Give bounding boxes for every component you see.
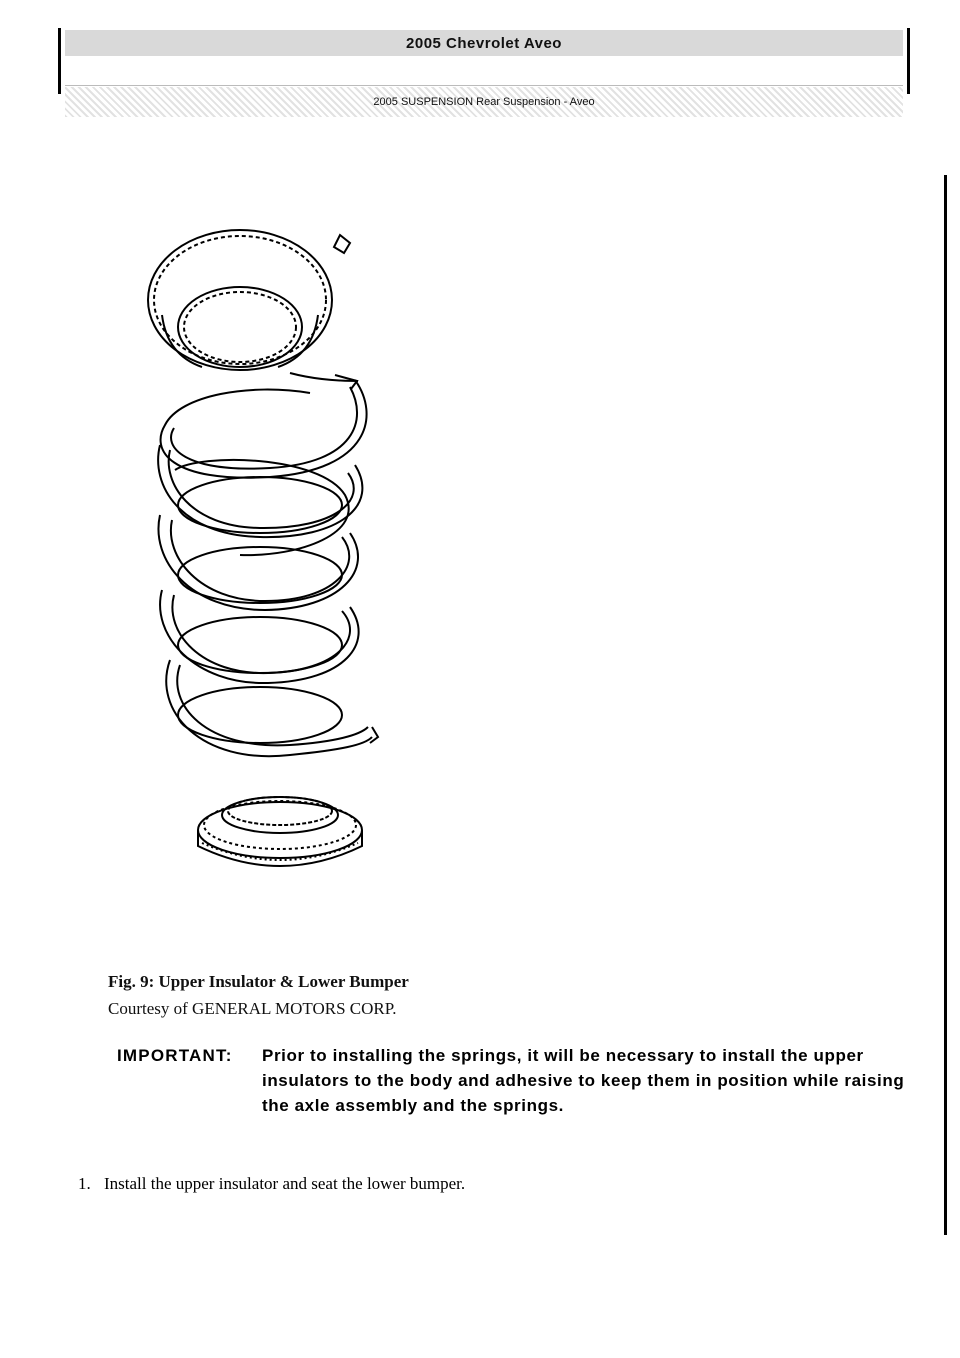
important-label: IMPORTANT: bbox=[117, 1046, 233, 1065]
document-title: 2005 Chevrolet Aveo bbox=[65, 30, 903, 56]
header-divider bbox=[65, 85, 903, 86]
figure-caption-title: Fig. 9: Upper Insulator & Lower Bumper bbox=[108, 972, 409, 991]
upper-insulator-lower-bumper-illustration bbox=[140, 215, 400, 885]
lower-bumper-drawing bbox=[198, 797, 362, 866]
page-right-rule bbox=[944, 175, 947, 1235]
document-subtitle: 2005 SUSPENSION Rear Suspension - Aveo bbox=[65, 87, 903, 117]
coil-spring-drawing bbox=[158, 380, 378, 756]
figure-caption bbox=[108, 968, 409, 1022]
step-text: Install the upper insulator and seat the lower bumper. bbox=[104, 1174, 466, 1193]
procedure-step bbox=[78, 1174, 465, 1194]
important-note bbox=[117, 1043, 907, 1118]
figure-caption-credit: Courtesy of GENERAL MOTORS CORP. bbox=[108, 999, 397, 1018]
important-text: Prior to installing the springs, it will be necessary to install the upper insulators to the body and adhesive to keep them in position while raising the axle assembly and the springs. bbox=[262, 1046, 905, 1115]
step-number: 1. bbox=[78, 1174, 91, 1193]
document-header bbox=[58, 28, 910, 108]
upper-insulator-drawing bbox=[148, 230, 358, 389]
